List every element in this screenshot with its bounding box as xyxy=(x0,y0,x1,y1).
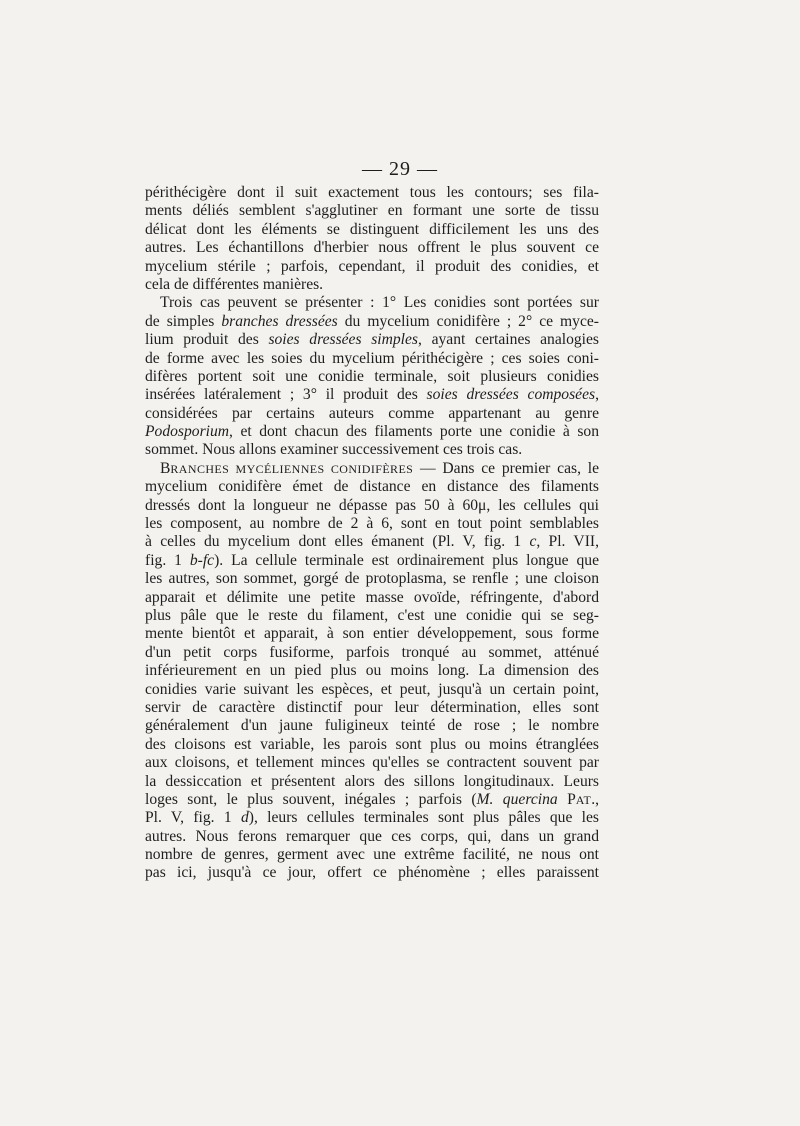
text-span: fig. 1 xyxy=(145,551,190,569)
text-line xyxy=(145,184,599,202)
text-span: cela de différentes manières. xyxy=(145,275,324,293)
text-span: à celles du mycelium dont elles émanent (Pl. V, fig. 1 xyxy=(145,533,530,551)
text-span: difères portent soit une conidie terminale, soit plusieurs conidies xyxy=(145,367,599,385)
text-span: P xyxy=(557,790,576,808)
text-line xyxy=(145,607,599,625)
small-caps-text: AT xyxy=(575,792,592,807)
text-span: inférieurement en un pied plus ou moins long. La dimension des xyxy=(145,662,599,680)
text-line xyxy=(145,809,599,827)
text-line xyxy=(145,497,599,515)
text-span: dressés dont la longueur ne dépasse pas 50 à 60μ, les cellules qui xyxy=(145,496,599,514)
small-caps-text: RANCHES MYCÉLIENNES CONIDIFÈRES xyxy=(170,461,414,476)
text-line xyxy=(145,846,599,864)
text-span: ., xyxy=(591,790,600,808)
text-span: mycelium stérile ; parfois, cependant, il produit des conidies, et xyxy=(145,257,599,275)
text-line xyxy=(145,754,599,772)
text-line xyxy=(145,552,599,570)
italic-text: Podosporium xyxy=(145,423,230,441)
italic-text: d xyxy=(240,809,249,827)
text-span: , ayant certaines analogies xyxy=(418,331,599,349)
text-span: Pl. V, fig. 1 xyxy=(145,809,241,827)
text-span: la dessiccation et présentent alors des sillons longitudinaux. Leurs xyxy=(145,772,599,790)
text-span: servir de caractère distinctif pour leur détermination, elles sont xyxy=(145,698,599,716)
text-line xyxy=(145,405,599,423)
page-number: — 29 — xyxy=(362,158,438,180)
text-span: lium produit des xyxy=(145,331,269,349)
text-span: autres. Nous ferons remarquer que ces corps, qui, dans un grand xyxy=(145,827,599,845)
text-line xyxy=(145,791,599,809)
text-span: du mycelium conidifère ; 2° ce myce- xyxy=(337,312,599,330)
text-span: périthécigère dont il suit exactement tous les contours; ses fila- xyxy=(145,184,599,201)
text-line xyxy=(145,717,599,735)
body-text xyxy=(145,184,599,883)
text-span: d'un petit corps fusiforme, parfois tronqué au sommet, atténué xyxy=(145,643,599,661)
text-span: ), leurs cellules terminales sont plus pâles que les xyxy=(248,809,599,827)
text-line xyxy=(145,460,599,478)
text-span: — Dans ce premier cas, le xyxy=(413,459,599,477)
text-span: conidies varie suivant les espèces, et peut, jusqu'à un certain point, xyxy=(145,680,599,698)
italic-text: soies dressées composées xyxy=(426,386,596,404)
text-span: , xyxy=(595,386,599,404)
text-span: , Pl. VII, xyxy=(536,533,599,551)
text-line xyxy=(145,202,599,220)
text-line xyxy=(145,699,599,717)
text-span: sommet. Nous allons examiner successivement ces trois cas. xyxy=(145,441,523,459)
text-span: nombre de genres, germent avec une extrême facilité, ne nous ont xyxy=(145,846,599,864)
text-line xyxy=(145,386,599,404)
italic-text: soies dressées simples xyxy=(268,331,419,349)
text-line xyxy=(145,625,599,643)
text-span: ments déliés semblent s'agglutiner en formant une sorte de tissu xyxy=(145,202,599,220)
text-span: loges sont, le plus souvent, inégales ; parfois ( xyxy=(145,790,477,808)
text-span: pas ici, jusqu'à ce jour, offert ce phénomène ; elles paraissent xyxy=(145,864,599,882)
text-line xyxy=(145,239,599,257)
text-span: apparait et délimite une petite masse ovoïde, réfringente, d'abord xyxy=(145,588,599,606)
text-span: considérées par certains auteurs comme appartenant au genre xyxy=(145,404,599,422)
text-span: , et dont chacun des filaments porte une conidie à son xyxy=(229,423,599,441)
italic-text: M. quercina xyxy=(476,790,558,808)
text-line xyxy=(145,221,599,239)
text-line xyxy=(145,662,599,680)
text-span: plus pâle que le reste du filament, c'est une conidie qui se seg- xyxy=(145,606,599,624)
text-span: B xyxy=(160,459,171,477)
text-line xyxy=(145,570,599,588)
text-line xyxy=(145,368,599,386)
text-line xyxy=(145,294,599,312)
text-line xyxy=(145,331,599,349)
text-span: mycelium conidifère émet de distance en distance des filaments xyxy=(145,478,599,496)
text-line xyxy=(145,423,599,441)
text-line xyxy=(145,350,599,368)
text-line xyxy=(145,828,599,846)
text-line xyxy=(145,864,599,882)
text-span: les composent, au nombre de 2 à 6, sont en tout point semblables xyxy=(145,515,599,533)
text-line xyxy=(145,313,599,331)
text-span: de forme avec les soies du mycelium périthécigère ; ces soies coni- xyxy=(145,349,599,367)
text-span: mente bientôt et apparait, à son entier développement, sous forme xyxy=(145,625,599,643)
text-line xyxy=(145,533,599,551)
text-line xyxy=(145,773,599,791)
text-span: Trois cas peuvent se présenter : 1° Les conidies sont portées sur xyxy=(160,294,599,312)
text-span: des cloisons est variable, les parois sont plus ou moins étranglées xyxy=(145,735,599,753)
text-span: les autres, son sommet, gorgé de protoplasma, se renfle ; une cloison xyxy=(145,570,599,588)
text-span: généralement d'un jaune fuligineux teinté de rose ; le nombre xyxy=(145,717,599,735)
text-line xyxy=(145,736,599,754)
text-span: aux cloisons, et tellement minces qu'elles se contractent souvent par xyxy=(145,754,599,772)
italic-text: c xyxy=(529,533,537,551)
text-line xyxy=(145,478,599,496)
text-span: délicat dont les éléments se distinguent difficilement les uns des xyxy=(145,220,599,238)
text-span: autres. Les échantillons d'herbier nous offrent le plus souvent ce xyxy=(145,239,599,257)
text-line xyxy=(145,589,599,607)
italic-text: branches dressées xyxy=(221,312,338,330)
text-line xyxy=(145,681,599,699)
text-line xyxy=(145,441,599,459)
text-line xyxy=(145,644,599,662)
text-line xyxy=(145,258,599,276)
text-line xyxy=(145,276,599,294)
italic-text: b-fc xyxy=(189,551,215,569)
text-span: insérées latéralement ; 3° il produit des xyxy=(145,386,427,404)
text-span: de simples xyxy=(145,312,222,330)
text-line xyxy=(145,515,599,533)
text-span: ). La cellule terminale est ordinairement plus longue que xyxy=(214,551,599,569)
